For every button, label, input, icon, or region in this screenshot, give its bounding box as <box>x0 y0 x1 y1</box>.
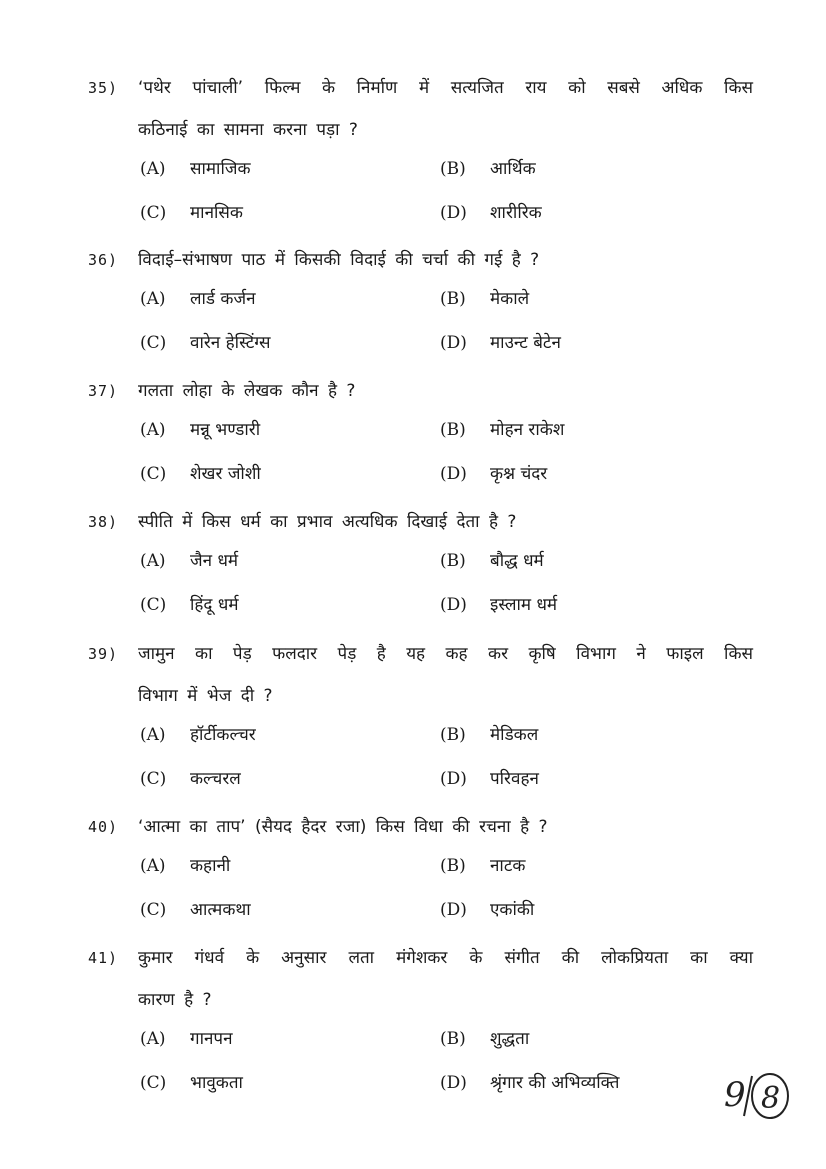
option-d: (D) माउन्ट बेटेन <box>440 333 561 353</box>
options <box>88 1022 753 1112</box>
option-c: (C) भावुकता <box>140 1073 243 1093</box>
question-number: 41) <box>88 949 119 967</box>
question-number: 36) <box>88 251 119 269</box>
option-c: (C) कल्चरल <box>140 769 241 789</box>
option-b: (B) मेडिकल <box>440 725 539 745</box>
option-b: (B) मेकाले <box>440 289 530 309</box>
option-c: (C) मानसिक <box>140 203 243 223</box>
options <box>88 849 753 939</box>
option-a: (A) हॉर्टीकल्चर <box>140 725 256 745</box>
question-number: 35) <box>88 79 119 97</box>
question-text-continued: विभाग में भेज दी ? <box>138 686 273 706</box>
option-a: (A) जैन धर्म <box>140 551 239 571</box>
options <box>88 152 753 242</box>
question-37 <box>88 371 753 503</box>
option-a: (A) सामाजिक <box>140 159 251 179</box>
question-text: ‘पथेर पांचाली’ फिल्म के निर्माण में सत्यजित राय को सबसे अधिक किस <box>138 78 753 98</box>
question-text: विदाई–संभाषण पाठ में किसकी विदाई की चर्चा की गई है ? <box>138 250 540 270</box>
page-total-handwritten: 8 <box>761 1081 781 1116</box>
question-text: ‘आत्मा का ताप’ (सैयद हैदर रजा) किस विधा की रचना है ? <box>138 817 548 837</box>
option-d: (D) शारीरिक <box>440 203 542 223</box>
question-number: 37) <box>88 382 119 400</box>
options <box>88 544 753 634</box>
question-text: गलता लोहा के लेखक कौन है ? <box>138 381 356 401</box>
option-d: (D) एकांकी <box>440 900 535 920</box>
question-36 <box>88 240 753 372</box>
option-d: (D) इस्लाम धर्म <box>440 595 558 615</box>
option-d: (D) परिवहन <box>440 769 539 789</box>
question-40 <box>88 807 753 939</box>
option-b: (B) नाटक <box>440 856 526 876</box>
question-41 <box>88 938 753 1112</box>
options <box>88 413 753 503</box>
option-b: (B) आर्थिक <box>440 159 536 179</box>
option-c: (C) शेखर जोशी <box>140 464 261 484</box>
question-38 <box>88 502 753 634</box>
option-a: (A) मन्नू भण्डारी <box>140 420 261 440</box>
question-text-continued: कारण है ? <box>138 990 212 1010</box>
option-b: (B) शुद्धता <box>440 1029 530 1049</box>
option-a: (A) गानपन <box>140 1029 233 1049</box>
handwritten-page-mark <box>718 1068 798 1128</box>
question-number: 39) <box>88 645 119 663</box>
option-c: (C) आत्मकथा <box>140 900 251 920</box>
option-d: (D) श्रृंगार की अभिव्यक्ति <box>440 1073 620 1093</box>
question-number: 38) <box>88 513 119 531</box>
question-number: 40) <box>88 818 119 836</box>
option-c: (C) हिंदू धर्म <box>140 595 239 615</box>
question-35 <box>88 68 753 242</box>
option-d: (D) कृश्न चंदर <box>440 464 548 484</box>
question-text: स्पीति में किस धर्म का प्रभाव अत्यधिक दिखाई देता है ? <box>138 512 517 532</box>
question-text: कुमार गंधर्व के अनुसार लता मंगेशकर के संगीत की लोकप्रियता का क्या <box>138 948 753 968</box>
option-a: (A) कहानी <box>140 856 231 876</box>
question-text: जामुन का पेड़ फलदार पेड़ है यह कह कर कृषि विभाग ने फाइल किस <box>138 644 753 664</box>
options <box>88 718 753 808</box>
question-text-continued: कठिनाई का सामना करना पड़ा ? <box>138 120 358 140</box>
option-b: (B) बौद्ध धर्म <box>440 551 544 571</box>
option-a: (A) लार्ड कर्जन <box>140 289 256 309</box>
option-b: (B) मोहन राकेश <box>440 420 565 440</box>
page-number-handwritten: 9 <box>724 1075 746 1115</box>
option-c: (C) वारेन हेस्टिंग्स <box>140 333 271 353</box>
options <box>88 282 753 372</box>
question-39 <box>88 634 753 808</box>
